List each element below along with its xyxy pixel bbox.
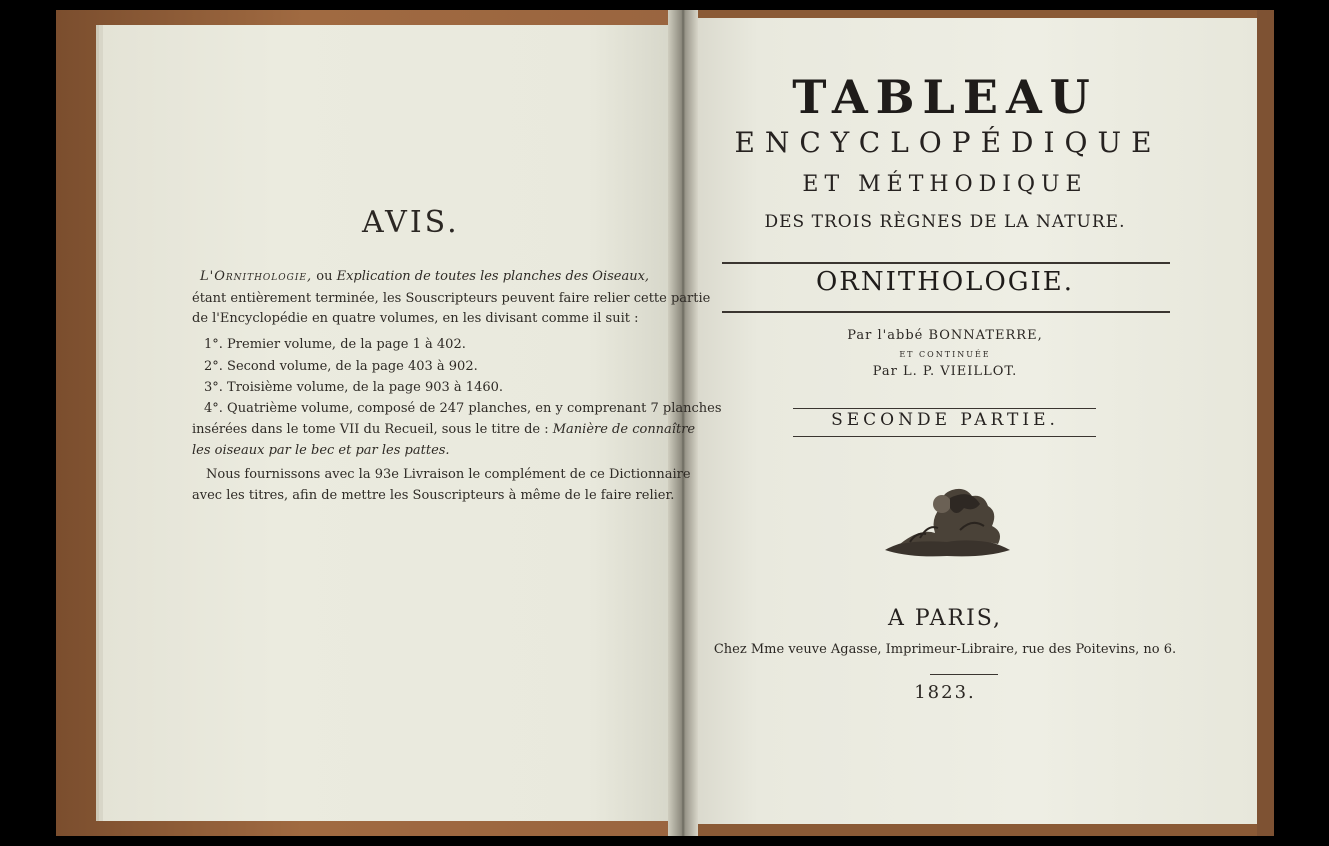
explication-italic: Explication de toutes les planches des Oiseaux, — [336, 269, 650, 284]
rule-year — [930, 674, 998, 675]
rule-part-top — [793, 408, 1096, 409]
rule-part-bottom — [793, 436, 1096, 437]
year: 1823. — [914, 682, 976, 703]
title-encyclopedique: ENCYCLOPÉDIQUE — [734, 126, 1162, 159]
author-bonnaterre: Par l'abbé BONNATERRE, — [847, 328, 1043, 343]
avis-item-1: 1°. Premier volume, de la page 1 à 402. — [204, 337, 466, 352]
avis-item-2: 2°. Second volume, de la page 403 à 902. — [204, 359, 478, 374]
rule-top — [722, 262, 1170, 264]
avis-para1-line3: de l'Encyclopédie en quatre volumes, en les divisant comme il suit : — [192, 311, 639, 326]
item4-italic: Manière de connaître — [552, 422, 696, 437]
avis-para1-line2: étant entièrement terminée, les Souscripteurs peuvent faire relier cette partie — [192, 291, 711, 306]
publisher-line: Chez Mme veuve Agasse, Imprimeur-Libraire, rue des Poitevins, no 6. — [713, 642, 1177, 657]
avis-item-4: 4°. Quatrième volume, composé de 247 planches, en y comprenant 7 planches — [204, 401, 722, 416]
item4-roman: insérées dans le tome VII du Recueil, sous le titre de : — [192, 422, 553, 437]
title-trois-regnes: DES TROIS RÈGNES DE LA NATURE. — [764, 212, 1126, 232]
seconde-partie: SECONDE PARTIE. — [831, 410, 1059, 430]
author-vieillot: Par L. P. VIEILLOT. — [872, 364, 1018, 379]
avis-item-4-line3: les oiseaux par le bec et par les pattes. — [192, 443, 450, 458]
avis-para2-line2: avec les titres, afin de mettre les Souscripteurs à même de le faire relier. — [192, 488, 675, 503]
avis-heading: AVIS. — [362, 205, 460, 240]
avis-para2-line1: Nous fournissons avec la 93e Livraison le complément de ce Dictionnaire — [206, 467, 691, 482]
ou-word: ou — [312, 269, 337, 284]
avis-item-4-line2 — [192, 419, 695, 440]
cherub-vignette-icon — [880, 478, 1015, 560]
title-tableau: TABLEAU — [792, 70, 1098, 124]
avis-item-3: 3°. Troisième volume, de la page 903 à 1460. — [204, 380, 504, 395]
ornithologie-lead: L'Ornithologie, — [200, 269, 313, 284]
avis-para1-line1 — [200, 266, 649, 287]
et-continuee: ET CONTINUÉE — [899, 350, 991, 359]
title-et-methodique: ET MÉTHODIQUE — [802, 172, 1088, 197]
right-cover-edge — [1257, 10, 1274, 836]
subject-ornithologie: ORNITHOLOGIE. — [815, 267, 1075, 297]
rule-bottom — [722, 311, 1170, 313]
a-paris: A PARIS, — [887, 606, 1003, 631]
